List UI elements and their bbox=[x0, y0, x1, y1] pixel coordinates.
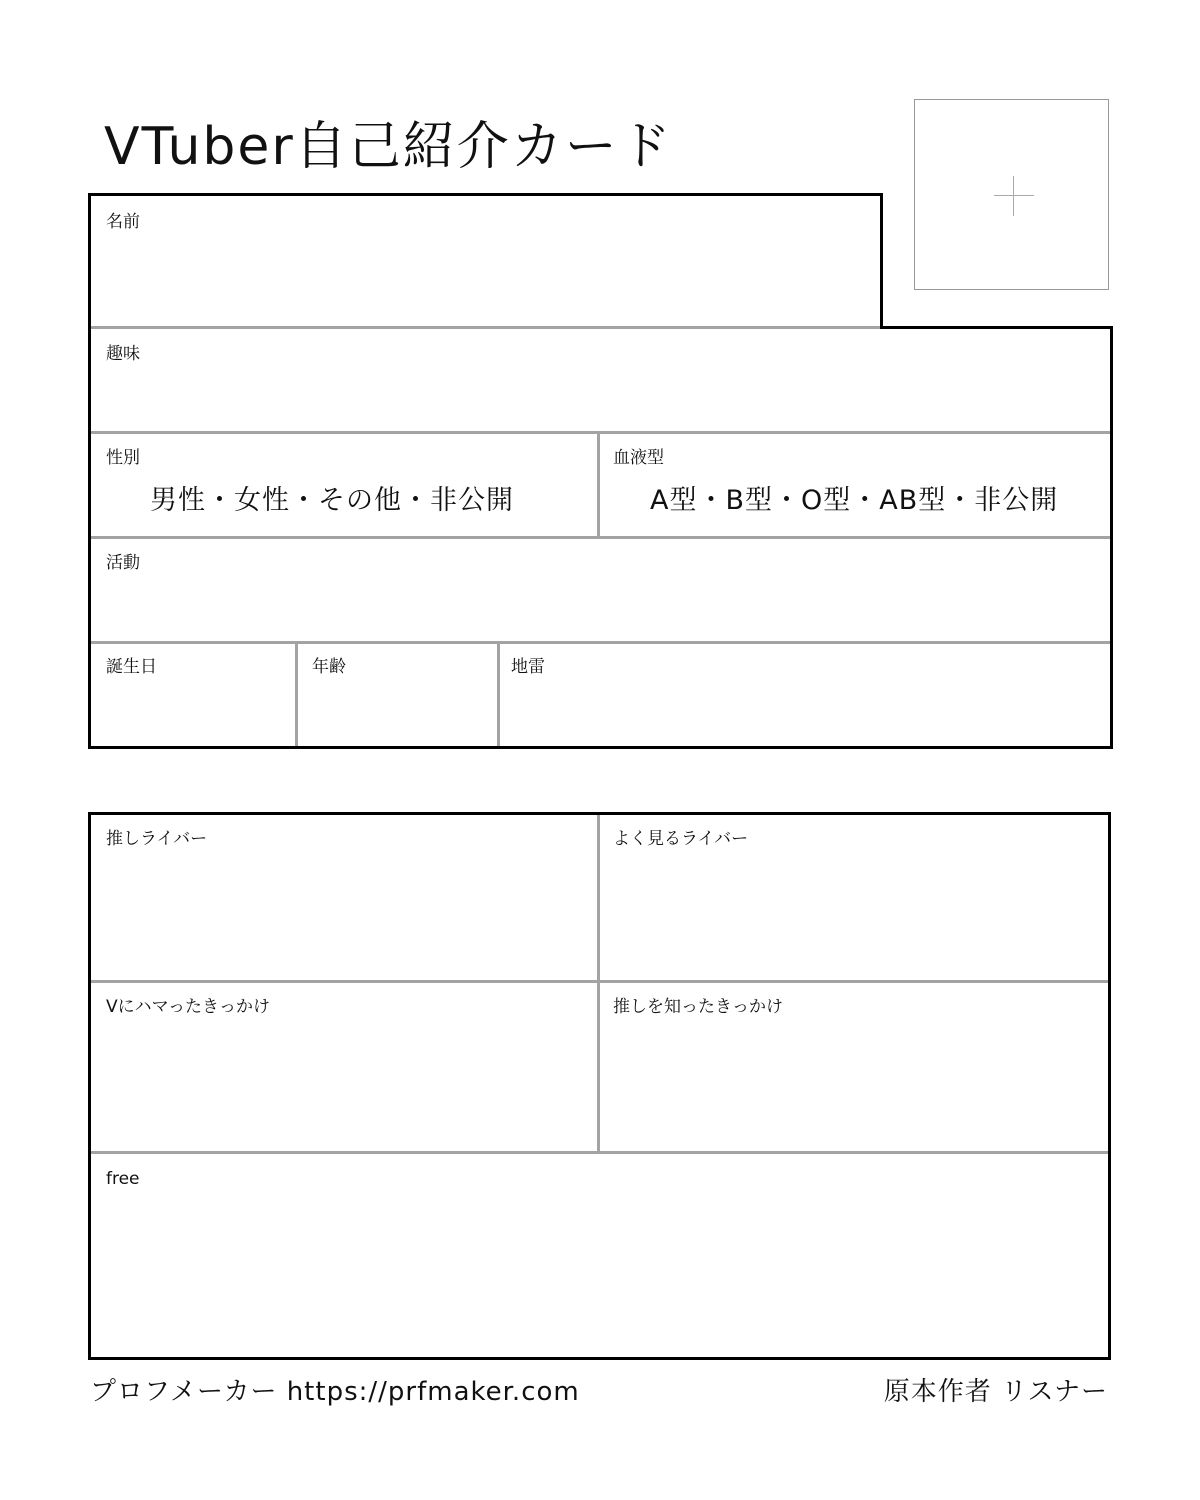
gender-options[interactable]: 男性・女性・その他・非公開 bbox=[150, 485, 514, 516]
age-field-label: 年齢 bbox=[312, 657, 346, 677]
blood-type-options[interactable]: A型・B型・O型・AB型・非公開 bbox=[650, 485, 1059, 516]
free-field-label: free bbox=[106, 1169, 140, 1189]
oshi-liver-label: 推しライバー bbox=[106, 829, 208, 849]
name-field-label: 名前 bbox=[106, 212, 140, 232]
photo-upload-box[interactable] bbox=[914, 99, 1109, 290]
blood-type-field-label: 血液型 bbox=[613, 448, 664, 468]
page-title: VTuber自己紹介カード bbox=[104, 117, 673, 177]
v-reason-label: Vにハマったきっかけ bbox=[106, 997, 270, 1017]
often-watch-liver-label: よく見るライバー bbox=[613, 829, 749, 849]
hobby-field-label: 趣味 bbox=[106, 344, 140, 364]
gender-field-label: 性別 bbox=[106, 448, 140, 468]
landmine-field-label: 地雷 bbox=[511, 657, 545, 677]
birthday-field-label: 誕生日 bbox=[106, 657, 157, 677]
activity-field-label: 活動 bbox=[106, 553, 140, 573]
footer-credit-left: プロフメーカー https://prfmaker.com bbox=[90, 1377, 580, 1407]
footer-credit-right: 原本作者 リスナー bbox=[883, 1377, 1108, 1407]
oshi-reason-label: 推しを知ったきっかけ bbox=[613, 997, 783, 1017]
